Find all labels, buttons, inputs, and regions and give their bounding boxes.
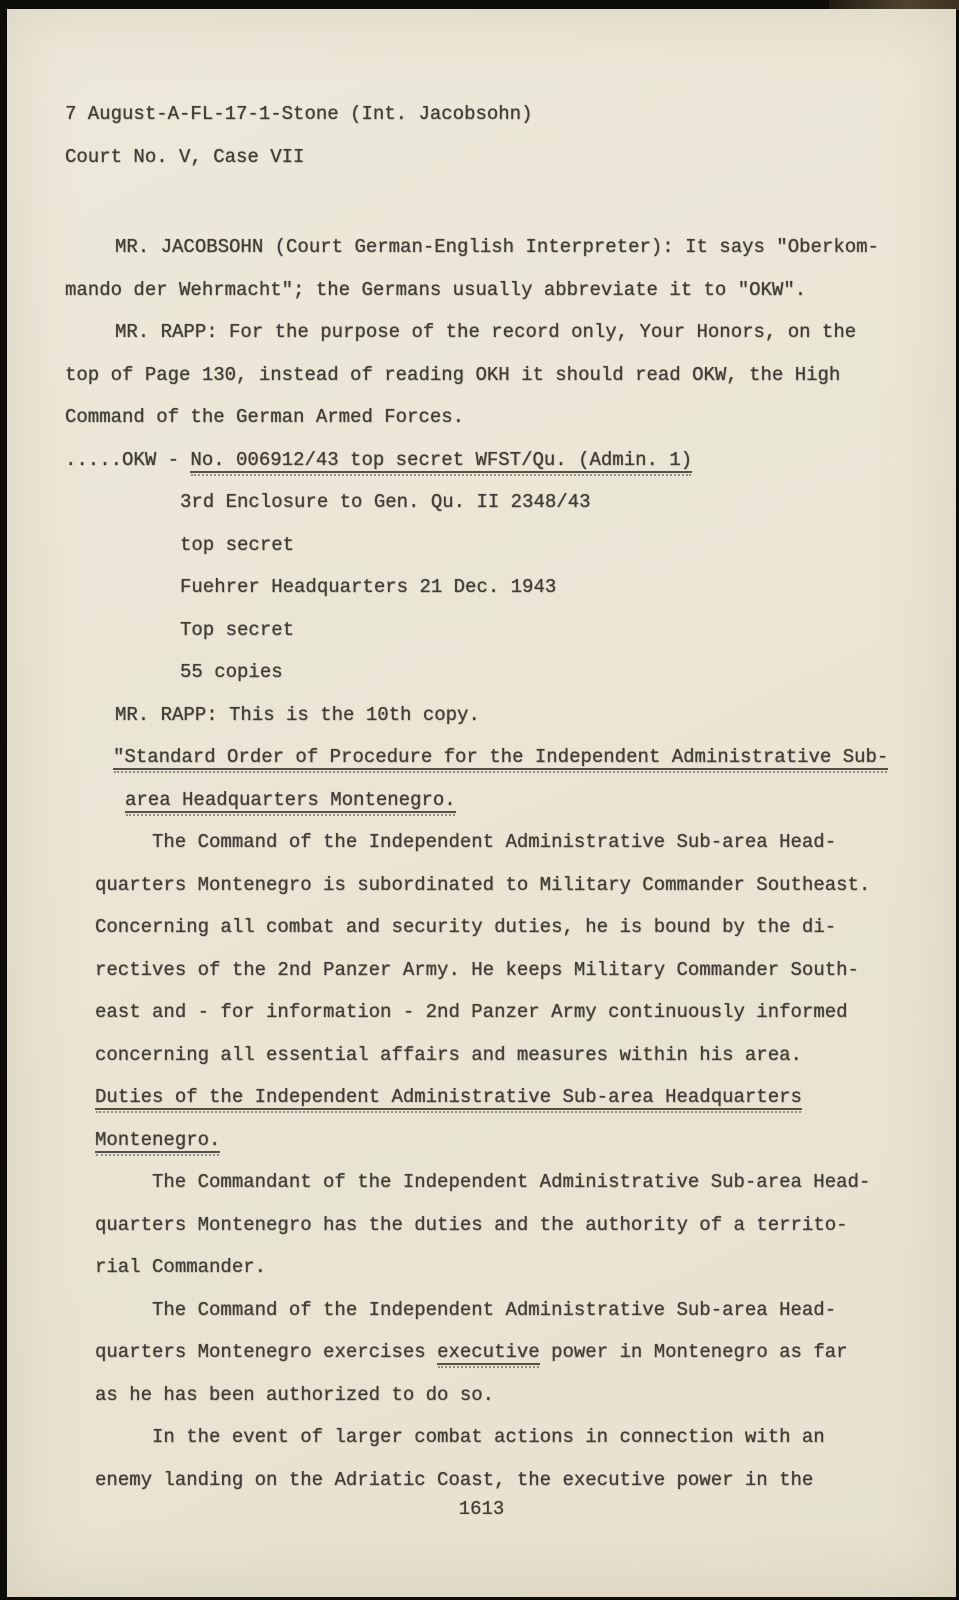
text-segment: The Commandant of the Independent Administrative Sub-area Head- <box>152 1171 871 1193</box>
dialogue-line <box>7 354 956 397</box>
underlined-text: Duties of the Independent Administrative Sub-area Headquarters <box>95 1086 802 1108</box>
text-segment: Command of the German Armed Forces. <box>65 406 465 428</box>
quoted-body-line <box>7 949 956 992</box>
text-segment: power in Montenegro as far <box>539 1341 848 1363</box>
quoted-body-line <box>7 1246 956 1289</box>
quoted-body-line <box>7 906 956 949</box>
page-number: 1613 <box>458 1498 505 1520</box>
quoted-body-line <box>7 864 956 907</box>
underlined-text: area Headquarters Montenegro. <box>125 788 456 811</box>
enclosure-line <box>7 651 956 694</box>
document-page <box>7 93 956 1529</box>
dialogue-line <box>7 694 956 737</box>
text-segment: east and - for information - 2nd Panzer Army continuously informed <box>95 1001 848 1023</box>
quoted-body-line <box>7 1416 956 1459</box>
dialogue-line <box>7 269 956 312</box>
quoted-body-line <box>7 991 956 1034</box>
dialogue-line <box>7 226 956 269</box>
text-segment: MR. RAPP: For the purpose of the record only, Your Honors, on the <box>115 321 857 343</box>
underlined-text: "Standard Order of Procedure for the Independent Administrative Sub- <box>113 746 889 768</box>
enclosure-line <box>7 566 956 609</box>
header-line-1 <box>7 93 956 136</box>
text-segment: rial Commander. <box>95 1256 267 1278</box>
paper-sheet <box>7 9 956 1597</box>
text-segment: 55 copies <box>180 661 283 683</box>
quoted-body-line <box>7 1289 956 1332</box>
underlined-text: executive <box>437 1341 540 1363</box>
text-segment: MR. RAPP: This is the 10th copy. <box>115 703 480 726</box>
text-segment: Top secret <box>180 618 295 641</box>
text-segment: as he has been authorized to do so. <box>95 1383 495 1406</box>
text-segment: quarters Montenegro has the duties and the authority of a territo- <box>95 1213 848 1236</box>
text-segment: The Command of the Independent Administrative Sub-area Head- <box>152 831 837 853</box>
text-segment: MR. JACOBSOHN (Court German-English Interpreter): It says "Oberkom- <box>115 236 879 258</box>
document-reference-line <box>7 439 956 482</box>
quoted-body-line <box>7 1204 956 1247</box>
quoted-heading-line <box>7 1076 956 1119</box>
quoted-heading-line <box>7 1119 956 1162</box>
text-segment: mando der Wehrmacht"; the Germans usually abbreviate it to "OKW". <box>65 278 807 301</box>
text-segment: Court No. V, Case VII <box>65 145 305 168</box>
quoted-body-line <box>7 821 956 864</box>
enclosure-line <box>7 481 956 524</box>
text-segment: The Command of the Independent Administrative Sub-area Head- <box>152 1298 837 1321</box>
text-segment: concerning all essential affairs and measures within his area. <box>95 1043 802 1066</box>
quoted-body-line <box>7 1331 956 1374</box>
enclosure-line <box>7 524 956 567</box>
text-segment: Concerning all combat and security duties, he is bound by the di- <box>95 916 837 938</box>
underlined-text: No. 006912/43 top secret WFST/Qu. (Admin. 1) <box>190 448 693 471</box>
text-segment: 3rd Enclosure to Gen. Qu. II 2348/43 <box>180 491 591 513</box>
text-segment: .....OKW - <box>65 448 191 471</box>
quoted-body-line <box>7 1374 956 1417</box>
dialogue-line <box>7 311 956 354</box>
quoted-heading-line <box>7 736 956 779</box>
text-segment: enemy landing on the Adriatic Coast, the executive power in the <box>95 1468 814 1491</box>
quoted-heading-line <box>7 779 956 822</box>
text-segment: quarters Montenegro exercises <box>95 1341 438 1363</box>
quoted-body-line <box>7 1161 956 1204</box>
text-segment: In the event of larger combat actions in connection with an <box>152 1426 825 1448</box>
text-segment: 7 August-A-FL-17-1-Stone (Int. Jacobsohn) <box>65 103 533 125</box>
text-segment: rectives of the 2nd Panzer Army. He keeps Military Commander South- <box>95 958 859 981</box>
text-segment: quarters Montenegro is subordinated to Military Commander Southeast. <box>95 873 871 896</box>
dialogue-line <box>7 396 956 439</box>
document-text-block <box>7 93 956 1501</box>
underlined-text: Montenegro. <box>95 1128 221 1151</box>
enclosure-line <box>7 609 956 652</box>
quoted-body-line <box>7 1034 956 1077</box>
text-segment: top secret <box>180 533 295 556</box>
text-segment: Fuehrer Headquarters 21 Dec. 1943 <box>180 576 557 598</box>
text-segment: top of Page 130, instead of reading OKH it should read OKW, the High <box>65 363 841 386</box>
header-line-2 <box>7 136 956 179</box>
